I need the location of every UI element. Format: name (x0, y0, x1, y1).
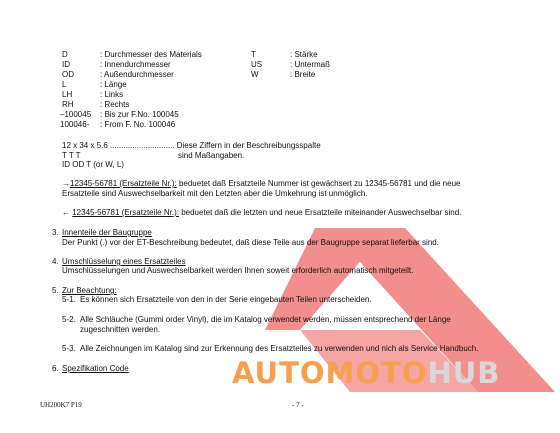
watermark-text-hub: HUB (427, 356, 501, 390)
abbr-val-w: : Breite (290, 70, 316, 79)
section-3-heading: Innenteile der Baugruppe (62, 228, 152, 237)
abbr-val-l: : Länge (100, 80, 127, 89)
dims-line2: sind Maßangaben. (178, 151, 245, 160)
abbr-val-lh: : Links (100, 90, 124, 99)
dims-line1: 12 x 34 x 5.6 ............................. Diese Ziffern in der Beschreibungsspalte (62, 141, 321, 150)
abbr-key-l: L (62, 80, 67, 89)
arrow-right-text: beduetet daß Ersatzteile Nummer ist gewächsert zu 12345-56781 und die neue (176, 179, 461, 188)
arrow-right-icon: → (62, 179, 70, 188)
arrow-right-part-number: 12345-56781 (Ersatzteile Nr.): (70, 179, 177, 188)
abbr-key-d: D (62, 50, 68, 59)
arrow-right-text-2: Ersatzteile sind Auswechselbarkeit mit den Letzten aber die Umkehrung ist unmöglich. (62, 189, 368, 198)
item-5-2-number: 5-2. (62, 315, 76, 324)
arrow-right-line (62, 179, 460, 189)
arrow-left-line (62, 208, 461, 218)
abbr-val-from: : From F. No. 100046 (100, 120, 176, 129)
abbr-val-d: : Durchmesser des Materials (100, 50, 202, 59)
abbr-val-t: : Stärke (290, 50, 318, 59)
abbr-key-t: T (251, 50, 256, 59)
dims-line3: ID OD T (or W, L) (62, 160, 124, 169)
section-4-heading: Umschlüsselung eines Ersatzteiles (62, 257, 186, 266)
abbr-val-id: : Innendurchmesser (100, 60, 171, 69)
section-4-number: 4. (52, 257, 59, 266)
dims-marks: T T T (62, 151, 81, 160)
arrow-left-icon: ← (62, 208, 70, 217)
abbr-key-lh: LH (62, 90, 73, 99)
section-3-text: Der Punkt (.) vor der ET-Beschreibung bedeutet, daß diese Teile aus der Baugruppe separat lieferbar sind. (62, 238, 439, 247)
item-5-3-text: Alle Zeichnungen im Katalog sind zur Erkennung des Ersatzteiles zu verwenden und nich als Service Handbuch. (80, 344, 479, 353)
abbr-key-od: OD (62, 70, 74, 79)
abbr-key-id: ID (62, 60, 70, 69)
section-6-number: 6. (52, 364, 59, 373)
abbr-val-od: : Außendurchmesser (100, 70, 174, 79)
section-6-heading: Spezifikation Code (62, 364, 129, 373)
abbr-val-rh: : Rechts (100, 100, 130, 109)
item-5-2-text-1: Alle Schläuche (Gummi order Vinyl), die im Katalog verwendet werden, müssen entsprechend der Länge (80, 315, 451, 324)
arrow-left-text: beduetet daß die letzten und neue Ersatzteile miteinander Auswechselbar sind. (178, 208, 462, 217)
section-3-number: 3. (52, 228, 59, 237)
section-5-number: 5. (52, 286, 59, 295)
abbr-val-us: : Untermaß (290, 60, 331, 69)
item-5-1-number: 5-1. (62, 295, 76, 304)
item-5-2-text-2: zugeschnitten werden. (80, 325, 161, 334)
footer-page-number: - 7 - (292, 401, 304, 409)
arrow-left-part-number: 12345-56781 (Ersatzteile Nr.): (72, 208, 179, 217)
abbr-key-rh: RH (62, 100, 74, 109)
abbr-key-w: W (251, 70, 259, 79)
abbr-key-bis: –100045 (60, 110, 92, 119)
item-5-1-text: Es können sich Ersatzteile von den in der Serie eingebauten Teilen unterscheiden. (80, 295, 372, 304)
footer-doc-code: UH200K7 P19 (40, 401, 82, 409)
abbr-key-from: 100046- (60, 120, 90, 129)
section-4-text: Umschlüsselungen und Auswechselbarkeit werden Ihnen soweit erforderlich automatisch mitgeteilt. (62, 266, 414, 275)
abbr-key-us: US (251, 60, 263, 69)
watermark-text-automoto: AUTOMOTO (232, 356, 428, 390)
section-5-heading: Zur Beachtung: (62, 286, 117, 295)
item-5-3-number: 5-3. (62, 344, 76, 353)
watermark-logo (232, 358, 500, 388)
abbr-val-bis: : Bis zur F.No. 100045 (100, 110, 179, 119)
